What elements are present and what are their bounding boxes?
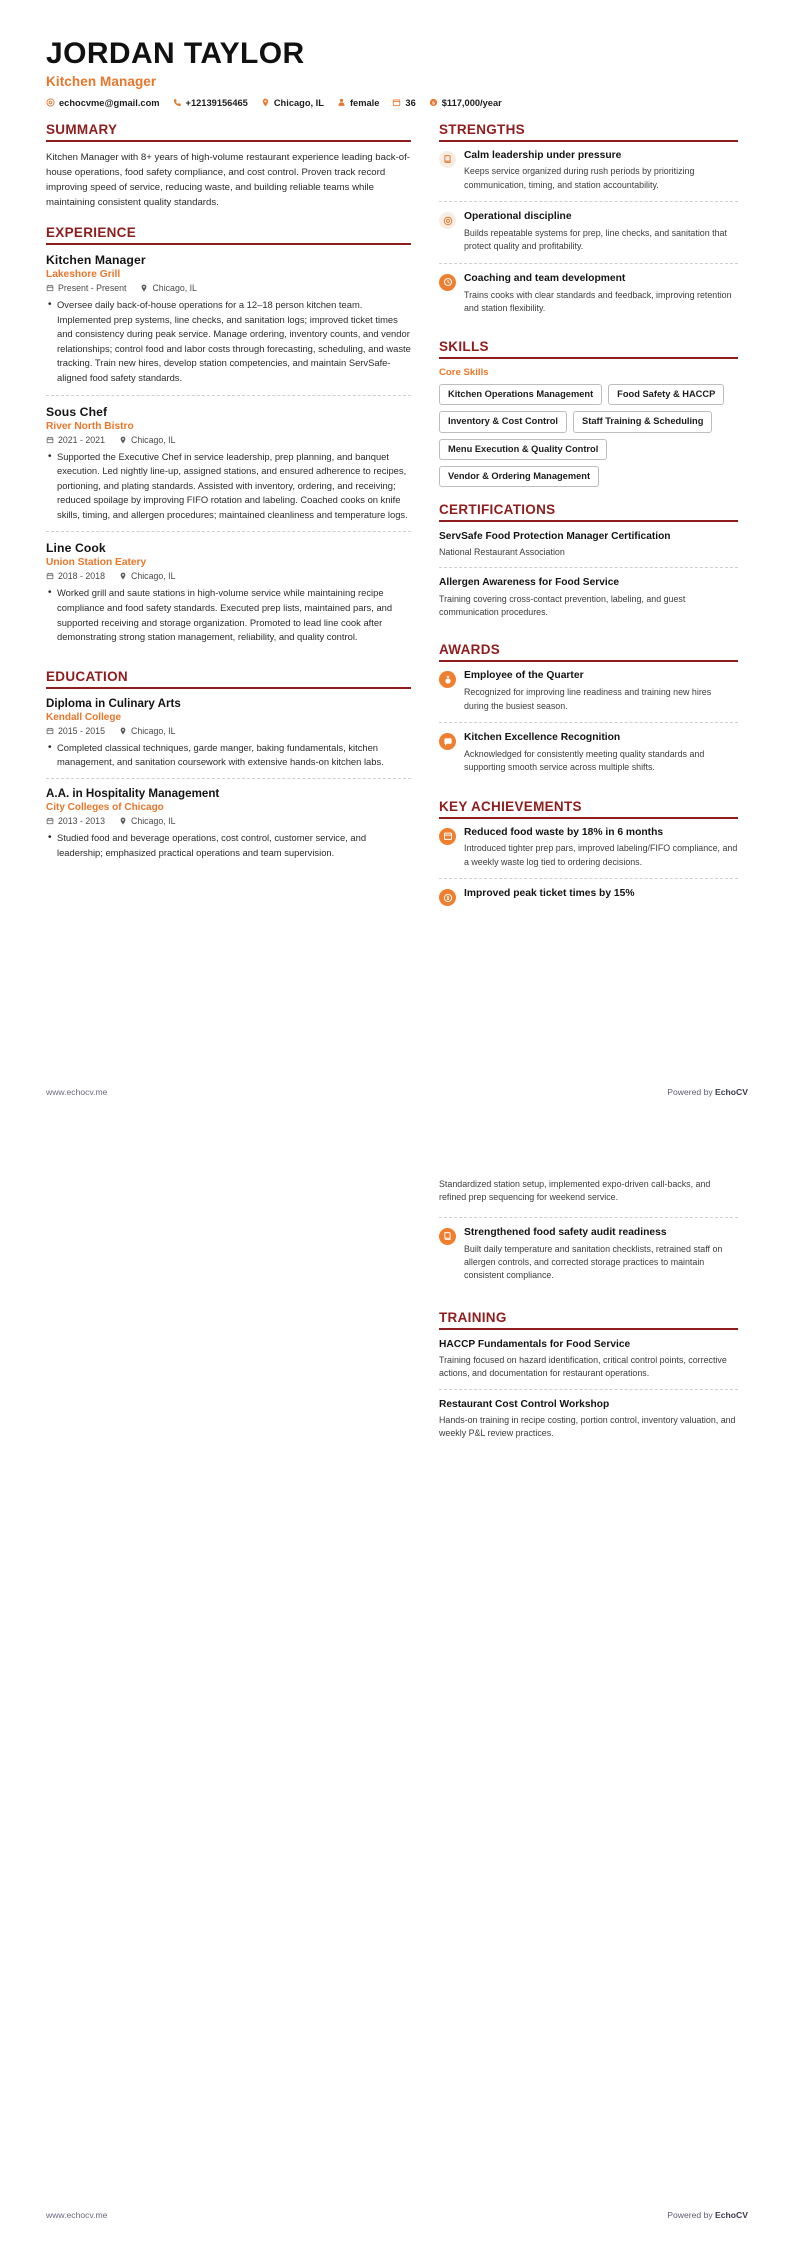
strength-content — [464, 150, 738, 193]
footer-brand — [667, 1087, 748, 1097]
achievement-body: Built daily temperature and sanitation checklists, retrained staff on allergen controls, and corrected storage practices to maintain consistent compliance. — [464, 1243, 723, 1281]
education-dates — [46, 816, 105, 826]
training-name: Restaurant Cost Control Workshop — [439, 1398, 610, 1410]
achievement-continuation — [439, 1178, 738, 1205]
location-icon — [119, 727, 127, 735]
job-bullets — [46, 450, 411, 523]
job-bullet: • Oversee daily back-of-house operations for a 12–18 person kitchen team. Implemented prep systems, line checks, and sanitation logs; improved ticket times and consistency during peak service. Manage ordering, inventory counts, and vendor relationships; control food and labor costs through forecasting, scheduling, and waste tracking. Train new hires, develop station competencies, and maintain ServSafe-aligned food safety standards. — [46, 298, 411, 385]
key-achievements-heading: KEY ACHIEVEMENTS — [439, 799, 738, 819]
header-block — [46, 38, 748, 108]
job-bullets — [46, 298, 411, 385]
skills-heading: SKILLS — [439, 339, 738, 359]
candidate-name: JORDAN TAYLOR — [46, 37, 305, 70]
contact-phone[interactable] — [173, 98, 248, 108]
job-bullets — [46, 586, 411, 644]
certifications-heading: CERTIFICATIONS — [439, 502, 738, 522]
award-item — [439, 670, 738, 722]
contact-location-text: Chicago, IL — [273, 97, 324, 108]
job-location — [119, 571, 176, 581]
award-item — [439, 722, 738, 784]
achievement-title: Improved peak ticket times by 15% — [464, 888, 635, 900]
calendar-icon — [46, 727, 54, 735]
education-location — [119, 726, 176, 736]
strengths-heading: STRENGTHS — [439, 122, 738, 142]
achievement-item — [439, 878, 738, 915]
certification-item — [439, 530, 738, 568]
strength-content — [464, 211, 738, 254]
award-content — [464, 732, 738, 775]
chat-icon — [439, 733, 456, 750]
location-icon — [119, 572, 127, 580]
achievement-body: Introduced tighter prep pars, improved labeling/FIFO compliance, and a weekly waste log tied to ordering decisions. — [464, 843, 738, 867]
job-dates-text: 2021 - 2021 — [58, 434, 105, 445]
strength-body: Builds repeatable systems for prep, line checks, and sanitation that protect quality and profitability. — [464, 227, 727, 252]
experience-section — [46, 225, 411, 654]
strength-title: Calm leadership under pressure — [464, 149, 622, 161]
resume-sheet-2 — [0, 1123, 794, 2246]
svg-text:$: $ — [431, 101, 435, 107]
job-meta — [46, 283, 411, 293]
skill-chip[interactable]: Vendor & Ordering Management — [439, 466, 599, 487]
strength-title: Coaching and team development — [464, 272, 626, 284]
job-dates-text: 2018 - 2018 — [58, 571, 105, 582]
job-location — [140, 283, 197, 293]
body-columns — [46, 122, 748, 916]
skill-chip[interactable]: Food Safety & HACCP — [608, 384, 724, 405]
strength-item — [439, 201, 738, 263]
job-meta — [46, 435, 411, 445]
certification-body: National Restaurant Association — [439, 547, 565, 558]
job-company: Lakeshore Grill — [46, 269, 121, 281]
contact-email-text: echocvme@gmail.com — [59, 97, 160, 108]
achievement-content — [464, 827, 738, 870]
summary-heading: SUMMARY — [46, 122, 411, 142]
skill-chip[interactable]: Staff Training & Scheduling — [573, 411, 712, 432]
education-meta — [46, 816, 411, 826]
certification-name: ServSafe Food Protection Manager Certification — [439, 530, 671, 542]
skills-subtitle: Core Skills — [439, 367, 489, 379]
job-dates — [46, 283, 126, 293]
book-icon — [439, 151, 456, 168]
job-title: Sous Chef — [46, 404, 108, 419]
key-achievements-section — [439, 799, 738, 916]
page-footer — [46, 1087, 748, 1097]
training-body: Hands-on training in recipe costing, portion control, inventory valuation, and weekly P&L review practices. — [439, 1414, 736, 1439]
strength-item — [439, 263, 738, 325]
contact-phone-text: +12139156465 — [185, 97, 248, 108]
contact-gender-text: female — [349, 97, 380, 108]
training-heading: TRAINING — [439, 1310, 738, 1330]
job-location-text: Chicago, IL — [152, 283, 197, 294]
calendar-icon — [392, 98, 401, 107]
skill-chip[interactable]: Inventory & Cost Control — [439, 411, 567, 432]
education-section — [46, 669, 411, 868]
achievement-content — [464, 1227, 738, 1283]
contact-gender — [337, 98, 379, 108]
calendar-icon — [46, 436, 54, 444]
location-icon — [140, 284, 148, 292]
skill-chip[interactable]: Kitchen Operations Management — [439, 384, 602, 405]
education-bullets — [46, 741, 411, 770]
awards-heading: AWARDS — [439, 642, 738, 662]
education-heading: EDUCATION — [46, 669, 411, 689]
phone-icon — [173, 98, 182, 107]
education-dates-text: 2015 - 2015 — [58, 725, 105, 736]
education-school: City Colleges of Chicago — [46, 801, 164, 813]
education-location-text: Chicago, IL — [130, 815, 176, 826]
summary-section — [46, 122, 411, 211]
strength-item — [439, 150, 738, 202]
footer-brand — [667, 2210, 748, 2220]
education-bullet: • Completed classical techniques, garde manger, baking fundamentals, kitchen management, and sanitation coursework with extensive hands-on kitchen labs. — [46, 741, 411, 770]
awards-section — [439, 642, 738, 783]
job-title: Kitchen Manager — [46, 253, 146, 268]
body-columns-page2 — [46, 1175, 748, 1449]
achievement-body-continued: Standardized station setup, implemented expo-driven call-backs, and refined prep sequencing for weekend service. — [439, 1179, 711, 1203]
coin-icon — [439, 889, 456, 906]
job-dates — [46, 435, 105, 445]
achievement-title: Strengthened food safety audit readiness — [464, 1226, 667, 1238]
footer-powered-brand: EchoCV — [715, 2210, 748, 2220]
certifications-section — [439, 502, 738, 628]
job-bullet: • Supported the Executive Chef in service leadership, prep planning, and banquet execution. Led nightly line-up, assigned stations, and ensured adherence to recipes, portioning, and plating standards. Assisted with inventory, ordering, and receiving; reduced spoilage by improving FIFO rotation and labeling. Coached cooks on knife skills, timing, and allergen procedures; maintained cleanliness and temperature logs. — [46, 450, 411, 523]
candidate-role: Kitchen Manager — [46, 73, 157, 89]
job-dates-text: Present - Present — [58, 283, 127, 294]
job-location-text: Chicago, IL — [130, 571, 176, 582]
footer-url[interactable]: www.echocv.me — [46, 1087, 108, 1097]
footer-powered-prefix: Powered by — [667, 2210, 716, 2220]
job-company: River North Bistro — [46, 420, 134, 432]
skills-section — [439, 339, 738, 487]
left-column — [46, 122, 429, 869]
strength-title: Operational discipline — [464, 211, 572, 223]
certification-name: Allergen Awareness for Food Service — [439, 577, 620, 589]
education-bullets — [46, 831, 411, 860]
calendar-achievement-icon — [439, 828, 456, 845]
job-bullet: • Worked grill and saute stations in high-volume service while maintaining recipe compliance and food safety standards. Executed prep lists, maintained pars, and supported receiving and storage organization. Promoted to lead line cook after demonstrating strong station management, reliability, and quality control. — [46, 586, 411, 644]
contact-salary-text: $117,000/year — [441, 97, 502, 108]
certification-body: Training covering cross-contact prevention, labeling, and guest communication procedures. — [439, 593, 686, 618]
training-body: Training focused on hazard identification, critical control points, corrective actions, and documentation for restaurant operations. — [439, 1354, 727, 1379]
location-icon — [119, 436, 127, 444]
education-degree: Diploma in Culinary Arts — [46, 696, 181, 710]
contact-salary — [429, 98, 502, 108]
calendar-icon — [46, 817, 54, 825]
job-dates — [46, 571, 105, 581]
book-achievement-icon — [439, 1228, 456, 1245]
contact-row — [46, 98, 748, 108]
award-title: Kitchen Excellence Recognition — [464, 732, 621, 744]
training-section — [439, 1310, 738, 1449]
right-column — [439, 122, 738, 916]
education-bullet: • Studied food and beverage operations, cost control, customer service, and leadership; emphasized practical operations and team supervision. — [46, 831, 411, 860]
award-title: Employee of the Quarter — [464, 670, 584, 682]
education-item — [46, 778, 411, 868]
experience-heading: EXPERIENCE — [46, 225, 411, 245]
education-location-text: Chicago, IL — [130, 725, 176, 736]
award-content — [464, 670, 738, 713]
training-item — [439, 1389, 738, 1449]
clock-icon — [439, 274, 456, 291]
person-icon — [337, 98, 346, 107]
right-column-page2 — [439, 1175, 738, 1449]
education-degree: A.A. in Hospitality Management — [46, 786, 220, 800]
achievement-item — [439, 827, 738, 879]
award-body: Recognized for improving line readiness and training new hires during the busiest season. — [464, 687, 712, 711]
education-dates-text: 2013 - 2013 — [58, 815, 105, 826]
salary-icon — [429, 98, 438, 107]
location-icon — [261, 98, 270, 107]
education-school: Kendall College — [46, 711, 122, 723]
strengths-section — [439, 122, 738, 325]
location-icon — [119, 817, 127, 825]
footer-url[interactable]: www.echocv.me — [46, 2210, 108, 2220]
achievement-item — [439, 1217, 738, 1292]
experience-item — [46, 253, 411, 394]
contact-email[interactable] — [46, 98, 160, 108]
strength-body: Keeps service organized during rush periods by prioritizing communication, timing, and station accountability. — [464, 166, 695, 190]
strength-content — [464, 273, 738, 316]
target-icon — [439, 212, 456, 229]
summary-text: Kitchen Manager with 8+ years of high-volume restaurant experience leading back-of-house operations, food safety compliance, and cost control. Proven track record improving speed of service, reducing waste, and building reliable teams while maintaining consistent quality standards. — [46, 151, 410, 208]
contact-age-text: 36 — [405, 97, 416, 108]
job-location-text: Chicago, IL — [130, 434, 176, 445]
contact-location — [261, 98, 324, 108]
job-company: Union Station Eatery — [46, 557, 147, 569]
contact-age — [392, 98, 415, 108]
strength-body: Trains cooks with clear standards and feedback, improving retention and station flexibility. — [464, 289, 732, 313]
job-title: Line Cook — [46, 541, 106, 556]
job-location — [119, 435, 176, 445]
experience-item — [46, 531, 411, 653]
education-meta — [46, 726, 411, 736]
footer-powered-brand: EchoCV — [715, 1087, 748, 1097]
training-name: HACCP Fundamentals for Food Service — [439, 1338, 631, 1350]
footer-powered-prefix: Powered by — [667, 1087, 716, 1097]
education-dates — [46, 726, 105, 736]
certification-item — [439, 567, 738, 627]
achievement-content — [464, 888, 635, 906]
skills-chip-list — [439, 384, 738, 487]
job-meta — [46, 571, 411, 581]
medal-icon — [439, 671, 456, 688]
achievement-title: Reduced food waste by 18% in 6 months — [464, 826, 664, 838]
skill-chip[interactable]: Menu Execution & Quality Control — [439, 439, 607, 460]
training-item — [439, 1338, 738, 1389]
calendar-icon — [46, 284, 54, 292]
education-item — [46, 697, 411, 778]
award-body: Acknowledged for consistently meeting quality standards and supporting smooth service across multiple shifts. — [464, 748, 705, 773]
calendar-icon — [46, 572, 54, 580]
experience-item — [46, 395, 411, 532]
education-location — [119, 816, 176, 826]
email-icon — [46, 98, 55, 107]
page-footer — [46, 2210, 748, 2220]
